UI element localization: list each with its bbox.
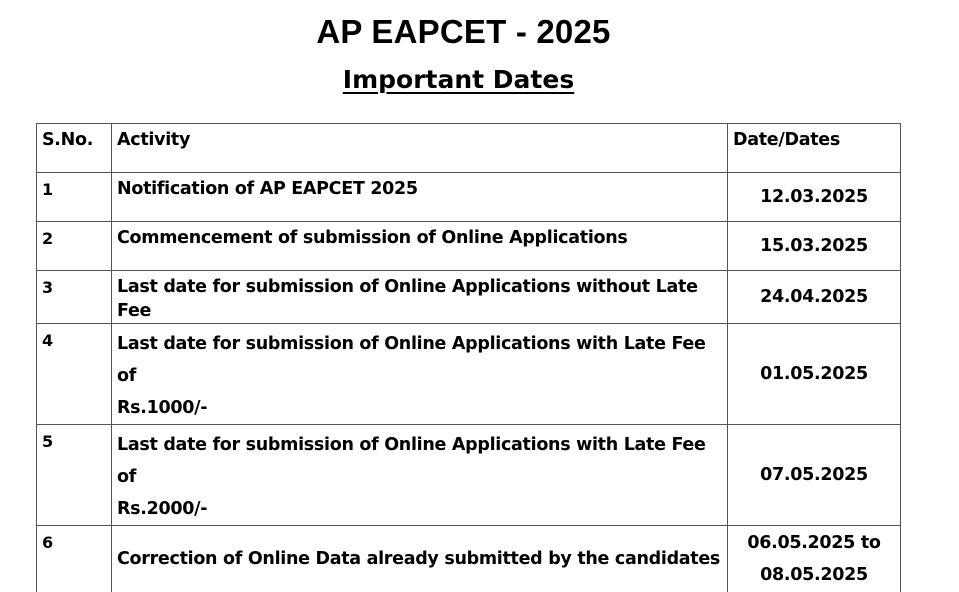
row-date (728, 526, 901, 592)
row-activity-line: Rs.1000/- (117, 398, 208, 418)
table-row (37, 271, 901, 324)
row-date: 07.05.2025 (728, 425, 901, 526)
row-activity: Commencement of submission of Online Applications (112, 222, 728, 271)
row-date-line: 06.05.2025 to (747, 532, 881, 553)
header-activity: Activity (112, 124, 728, 173)
row-activity: Correction of Online Data already submitted by the candidates (112, 526, 728, 592)
row-sno: 3 (37, 271, 112, 324)
table-row (37, 526, 901, 592)
row-date: 12.03.2025 (728, 173, 901, 222)
row-activity: Last date for submission of Online Applications without Late Fee (112, 271, 728, 324)
row-activity (112, 324, 728, 425)
row-activity (112, 425, 728, 526)
table-row (37, 324, 901, 425)
row-sno: 6 (37, 526, 112, 592)
table-row (37, 222, 901, 271)
table-row (37, 173, 901, 222)
row-sno: 2 (37, 222, 112, 271)
table-row (37, 425, 901, 526)
row-activity-line: Last date for submission of Online Applications with Late Fee of (117, 435, 706, 487)
row-sno: 1 (37, 173, 112, 222)
row-date: 24.04.2025 (728, 271, 901, 324)
row-date: 15.03.2025 (728, 222, 901, 271)
row-activity-line: Last date for submission of Online Applications with Late Fee of (117, 334, 706, 386)
row-activity: Notification of AP EAPCET 2025 (112, 173, 728, 222)
document-subtitle: Important Dates (342, 65, 575, 94)
row-sno: 4 (37, 324, 112, 425)
row-sno: 5 (37, 425, 112, 526)
important-dates-table (36, 123, 901, 592)
header-sno: S.No. (37, 124, 112, 173)
table-header-row (37, 124, 901, 173)
document-title: AP EAPCET - 2025 (316, 13, 611, 50)
header-dates: Date/Dates (728, 124, 901, 173)
row-date: 01.05.2025 (728, 324, 901, 425)
row-activity-line: Rs.2000/- (117, 499, 208, 519)
row-date-line: 08.05.2025 (760, 564, 868, 585)
